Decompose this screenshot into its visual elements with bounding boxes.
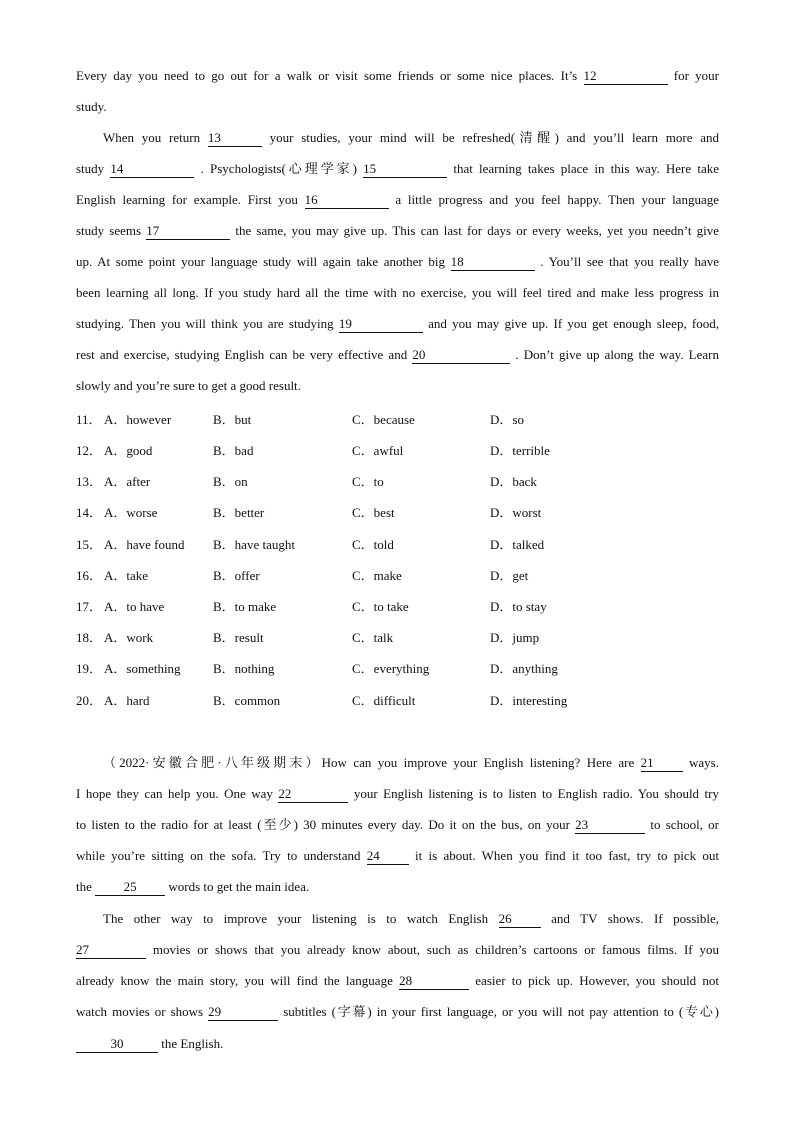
passage-text: . You’ll see that you really have bbox=[534, 254, 719, 269]
passage-text: been learning all long. If you study hard all the time with no exercise, you will feel tired and make less progress in bbox=[76, 285, 719, 300]
passage-line bbox=[76, 277, 719, 308]
answer-blank[interactable]: 15 bbox=[363, 161, 447, 178]
passage-text: ways. bbox=[682, 755, 719, 770]
passage-line bbox=[76, 215, 719, 246]
question-row bbox=[76, 497, 719, 528]
option-b[interactable]: B．offer bbox=[213, 568, 260, 583]
question-row bbox=[76, 685, 719, 716]
passage-line bbox=[103, 747, 719, 778]
passage-line bbox=[76, 934, 719, 965]
passage-line bbox=[76, 996, 719, 1027]
question-row bbox=[76, 529, 719, 560]
answer-blank[interactable]: 30 bbox=[76, 1036, 158, 1053]
question-row bbox=[76, 591, 719, 622]
answer-blank[interactable]: 17 bbox=[146, 223, 230, 240]
answer-blank[interactable]: 18 bbox=[451, 254, 535, 271]
question-number: 17． bbox=[76, 599, 103, 614]
option-c[interactable]: C．difficult bbox=[352, 693, 416, 708]
question-number: 15． bbox=[76, 537, 103, 552]
question-row bbox=[76, 560, 719, 591]
question-number: 12． bbox=[76, 443, 103, 458]
option-b[interactable]: B．common bbox=[213, 693, 281, 708]
passage-text: easier to pick up. However, you should not bbox=[469, 973, 720, 988]
passage-line bbox=[76, 308, 719, 339]
passage-text: the same, you may give up. This can last for days or every weeks, yet you needn’t give bbox=[230, 223, 719, 238]
passage-line bbox=[76, 246, 719, 277]
passage-text: to school, or bbox=[645, 817, 719, 832]
answer-blank[interactable]: 25 bbox=[95, 879, 165, 896]
option-c[interactable]: C．awful bbox=[352, 443, 404, 458]
passage-text: and you may give up. If you get enough sleep, food, bbox=[422, 316, 720, 331]
passage-text: already know the main story, you will find the language bbox=[76, 973, 400, 988]
passage-line bbox=[76, 184, 719, 215]
option-b[interactable]: B．to make bbox=[213, 599, 277, 614]
passage-line bbox=[76, 809, 719, 840]
passage-text: （2022·安徽合肥·八年级期末）How can you improve your English listening? Here are bbox=[103, 755, 641, 770]
option-c[interactable]: C．told bbox=[352, 537, 394, 552]
passage-text: I hope they can help you. One way bbox=[76, 786, 279, 801]
passage-text: to listen to the radio for at least (至少) 30 minutes every day. Do it on the bus, on your bbox=[76, 817, 576, 832]
option-c[interactable]: C．to bbox=[352, 474, 384, 489]
question-number: 18． bbox=[76, 630, 103, 645]
passage-text: watch movies or shows bbox=[76, 1004, 209, 1019]
option-d[interactable]: D．to stay bbox=[490, 599, 547, 614]
option-c[interactable]: C．talk bbox=[352, 630, 394, 645]
answer-blank[interactable]: 20 bbox=[412, 347, 510, 364]
option-d[interactable]: D．anything bbox=[490, 661, 558, 676]
option-b[interactable]: B．bad bbox=[213, 443, 254, 458]
passage-line bbox=[76, 339, 719, 370]
passage-line bbox=[103, 903, 719, 934]
option-a[interactable]: A．to have bbox=[104, 599, 165, 614]
option-a[interactable]: A．take bbox=[104, 568, 149, 583]
option-b[interactable]: B．result bbox=[213, 630, 264, 645]
passage-text: study bbox=[76, 161, 111, 176]
passage-line bbox=[76, 840, 719, 871]
passage-text: a little progress and you feel happy. Then your language bbox=[388, 192, 719, 207]
passage-text: study. bbox=[76, 99, 107, 114]
passage-text: rest and exercise, studying English can be very effective and bbox=[76, 347, 413, 362]
question-row bbox=[76, 466, 719, 497]
answer-blank[interactable]: 21 bbox=[641, 755, 683, 772]
question-row bbox=[76, 404, 719, 435]
passage-text: that learning takes place in this way. Here take bbox=[447, 161, 720, 176]
passage-text: while you’re sitting on the sofa. Try to understand bbox=[76, 848, 367, 863]
option-b[interactable]: B．better bbox=[213, 505, 265, 520]
option-a[interactable]: A．something bbox=[104, 661, 181, 676]
option-a[interactable]: A．worse bbox=[104, 505, 158, 520]
passage-text: up. At some point your language study will again take another big bbox=[76, 254, 451, 269]
passage-text: it is about. When you find it too fast, try to pick out bbox=[408, 848, 719, 863]
answer-blank[interactable]: 13 bbox=[208, 130, 262, 147]
question-number: 11． bbox=[76, 412, 102, 427]
passage-text: subtitles (字幕) in your first language, or you will not pay attention to (专心) bbox=[278, 1004, 719, 1019]
passage-line bbox=[76, 153, 719, 184]
passage-line bbox=[76, 871, 719, 902]
passage-text: words to get the main idea. bbox=[165, 879, 310, 894]
option-c[interactable]: C．make bbox=[352, 568, 402, 583]
passage-line bbox=[76, 370, 719, 401]
option-b[interactable]: B．on bbox=[213, 474, 248, 489]
answer-blank[interactable]: 12 bbox=[584, 68, 668, 85]
answer-blank[interactable]: 22 bbox=[278, 786, 348, 803]
option-c[interactable]: C．best bbox=[352, 505, 395, 520]
option-c[interactable]: C．everything bbox=[352, 661, 430, 676]
question-row bbox=[76, 653, 719, 684]
answer-blank[interactable]: 28 bbox=[399, 973, 469, 990]
passage-text: Every day you need to go out for a walk or visit some friends or some nice places. It’s bbox=[76, 68, 584, 83]
passage-text: . Psychologists(心理学家) bbox=[194, 161, 364, 176]
answer-blank[interactable]: 23 bbox=[575, 817, 645, 834]
option-b[interactable]: B．but bbox=[213, 412, 252, 427]
question-row bbox=[76, 435, 719, 466]
question-number: 14． bbox=[76, 505, 103, 520]
option-d[interactable]: D．jump bbox=[490, 630, 540, 645]
question-number: 20． bbox=[76, 693, 103, 708]
option-a[interactable]: A．have found bbox=[104, 537, 185, 552]
option-a[interactable]: A．good bbox=[104, 443, 153, 458]
passage-text: the bbox=[76, 879, 96, 894]
option-c[interactable]: C．because bbox=[352, 412, 415, 427]
option-a[interactable]: A．after bbox=[104, 474, 151, 489]
option-d[interactable]: D．get bbox=[490, 568, 529, 583]
answer-blank[interactable]: 26 bbox=[499, 911, 541, 928]
answer-blank[interactable]: 16 bbox=[305, 192, 389, 209]
passage-text: . Don’t give up along the way. Learn bbox=[510, 347, 719, 362]
option-b[interactable]: B．nothing bbox=[213, 661, 275, 676]
passage-text: English learning for example. First you bbox=[76, 192, 305, 207]
passage-text: your studies, your mind will be refreshed(清醒) and you’ll learn more and bbox=[261, 130, 719, 145]
passage-text: study seems bbox=[76, 223, 147, 238]
passage-text: movies or shows that you already know about, such as children’s cartoons or famous films. If you bbox=[146, 942, 719, 957]
passage-text: for your bbox=[667, 68, 719, 83]
option-c[interactable]: C．to take bbox=[352, 599, 409, 614]
option-a[interactable]: A．however bbox=[104, 412, 172, 427]
passage-line bbox=[76, 778, 719, 809]
answer-blank[interactable]: 19 bbox=[339, 316, 423, 333]
option-d[interactable]: D．so bbox=[490, 412, 524, 427]
option-d[interactable]: D．terrible bbox=[490, 443, 550, 458]
option-a[interactable]: A．work bbox=[104, 630, 154, 645]
option-d[interactable]: D．interesting bbox=[490, 693, 568, 708]
question-number: 19． bbox=[76, 661, 103, 676]
passage-line bbox=[76, 60, 719, 91]
question-number: 16． bbox=[76, 568, 103, 583]
option-d[interactable]: D．worst bbox=[490, 505, 542, 520]
answer-blank[interactable]: 29 bbox=[208, 1004, 278, 1021]
answer-blank[interactable]: 24 bbox=[367, 848, 409, 865]
passage-line bbox=[103, 122, 719, 153]
option-d[interactable]: D．talked bbox=[490, 537, 545, 552]
option-a[interactable]: A．hard bbox=[104, 693, 150, 708]
question-number: 13． bbox=[76, 474, 103, 489]
passage-text: slowly and you’re sure to get a good result. bbox=[76, 378, 301, 393]
passage-text: your English listening is to listen to English radio. You should try bbox=[348, 786, 719, 801]
passage-line bbox=[76, 965, 719, 996]
passage-text: studying. Then you will think you are studying bbox=[76, 316, 339, 331]
passage-line bbox=[76, 91, 719, 122]
passage-text: The other way to improve your listening is to watch English bbox=[103, 911, 499, 926]
option-b[interactable]: B．have taught bbox=[213, 537, 295, 552]
answer-blank[interactable]: 27 bbox=[76, 942, 146, 959]
option-d[interactable]: D．back bbox=[490, 474, 537, 489]
passage-text: the English. bbox=[158, 1036, 224, 1051]
answer-blank[interactable]: 14 bbox=[110, 161, 194, 178]
question-row bbox=[76, 622, 719, 653]
passage-text: and TV shows. If possible, bbox=[540, 911, 720, 926]
passage-line bbox=[76, 1028, 719, 1059]
passage-text: When you return bbox=[103, 130, 208, 145]
